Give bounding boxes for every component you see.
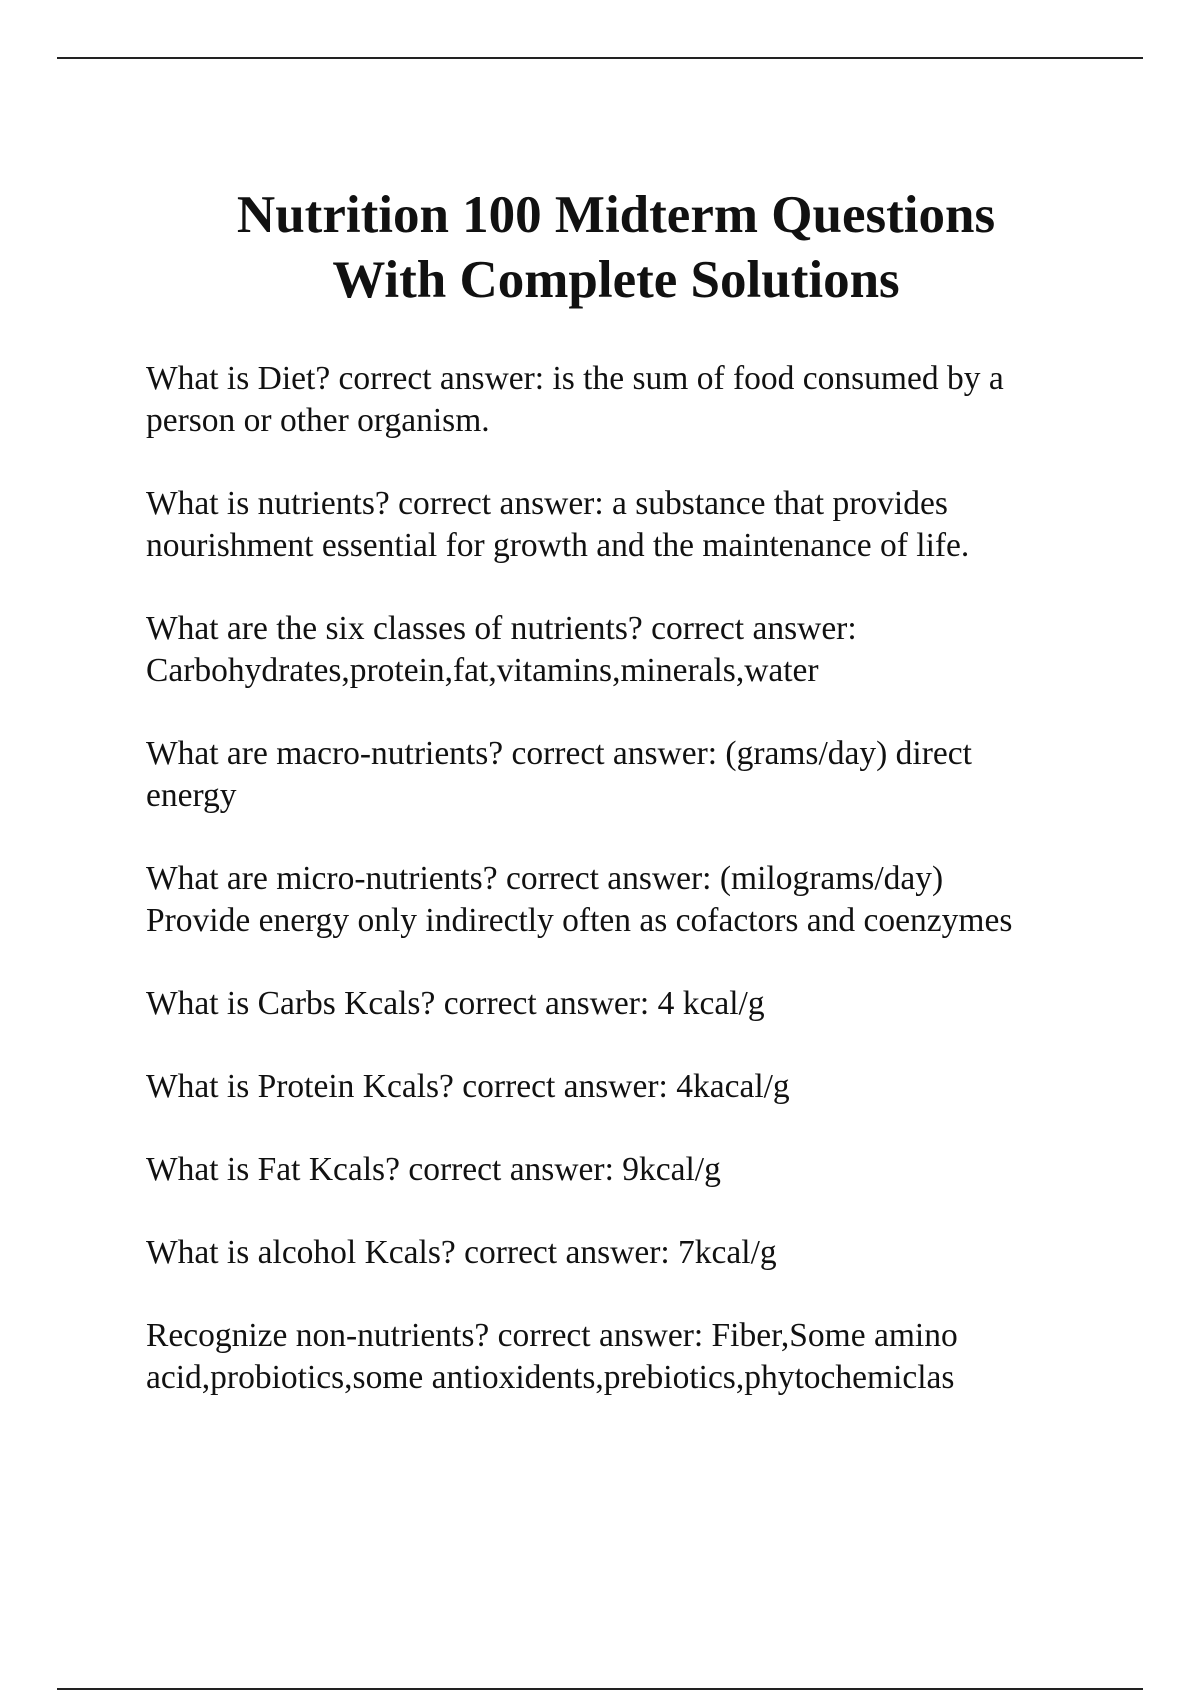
qa-item [146,733,1106,817]
qa-item [146,858,1106,942]
qa-item [146,483,1106,567]
qa-line: What are macro-nutrients? correct answer: (grams/day) direct [146,735,972,772]
qa-line: Carbohydrates,protein,fat,vitamins,minerals,water [146,652,819,689]
qa-line: What is Protein Kcals? correct answer: 4kacal/g [146,1068,790,1105]
qa-line: What is alcohol Kcals? correct answer: 7kcal/g [146,1234,777,1271]
qa-list [146,358,1106,1440]
qa-item [146,1315,1106,1399]
qa-item [146,358,1106,442]
qa-line: What is Carbs Kcals? correct answer: 4 kcal/g [146,985,765,1022]
qa-item [146,1066,1106,1108]
qa-line: Recognize non-nutrients? correct answer: Fiber,Some amino [146,1317,958,1354]
qa-item [146,983,1106,1025]
qa-line: What is Fat Kcals? correct answer: 9kcal/g [146,1151,721,1188]
qa-line: What are micro-nutrients? correct answer: (milograms/day) [146,860,944,897]
qa-item [146,1149,1106,1191]
title-line: Nutrition 100 Midterm Questions [236,186,996,244]
qa-line: energy [146,777,237,814]
header-rule [57,57,1143,59]
qa-line: What are the six classes of nutrients? correct answer: [146,610,857,647]
qa-line: What is Diet? correct answer: is the sum of food consumed by a [146,360,1004,397]
page-title [100,183,1132,313]
qa-line: acid,probiotics,some antioxidents,prebiotics,phytochemiclas [146,1359,955,1396]
footer-rule [57,1688,1143,1690]
qa-line: Provide energy only indirectly often as cofactors and coenzymes [146,902,1013,939]
qa-line: nourishment essential for growth and the maintenance of life. [146,527,970,564]
qa-item [146,1232,1106,1274]
title-line: With Complete Solutions [332,251,900,309]
qa-item [146,608,1106,692]
qa-line: person or other organism. [146,402,490,439]
qa-line: What is nutrients? correct answer: a substance that provides [146,485,948,522]
